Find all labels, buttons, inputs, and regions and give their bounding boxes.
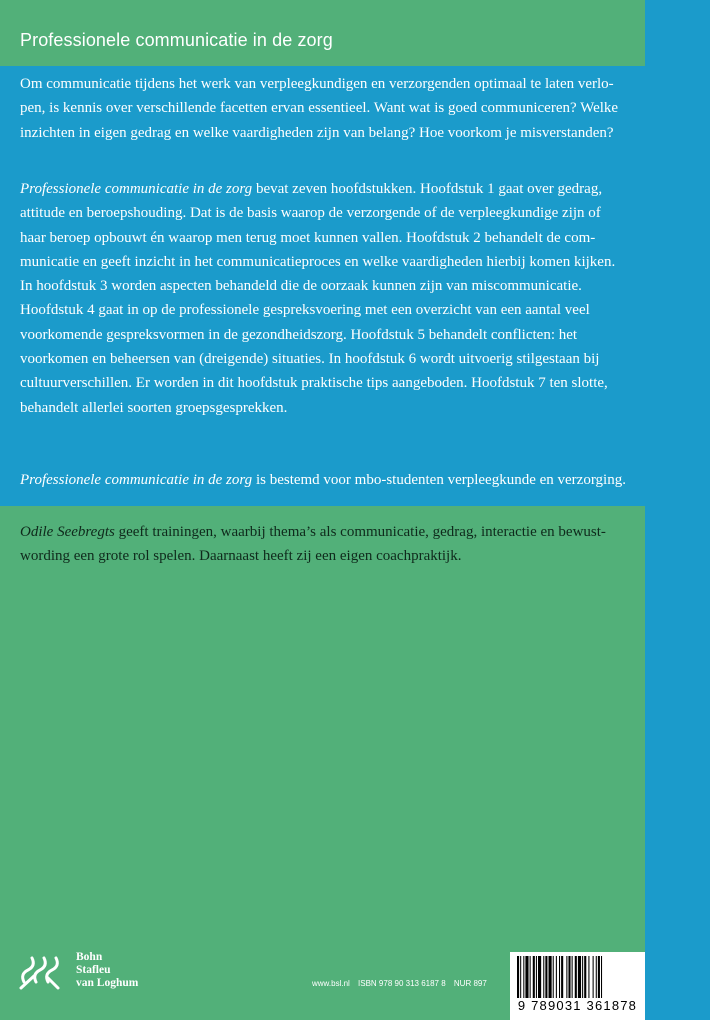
barcode-bar	[538, 956, 541, 998]
text-line	[20, 520, 622, 544]
barcode-bar	[601, 956, 602, 998]
publisher-line: Bohn	[76, 951, 103, 963]
spine-strip	[645, 0, 710, 1020]
text-line: attitude en beroepshouding. Dat is de basis waarop de verzorgende of de verpleegkundige zijn of	[20, 205, 601, 222]
publisher-line: van Loghum	[76, 977, 139, 989]
barcode-bar	[517, 956, 519, 998]
website: www.bsl.nl	[312, 979, 350, 988]
barcode-bar	[533, 956, 535, 998]
text-line: cultuurverschillen. Er worden in dit hoofdstuk praktische tips aangeboden. Hoofdstuk 7 ten slotte,	[20, 375, 608, 392]
barcode-box	[510, 952, 645, 1020]
barcode-bar	[596, 956, 597, 998]
barcode-bar	[566, 956, 567, 998]
barcode-bar	[549, 956, 552, 998]
barcode-bar	[578, 956, 581, 998]
barcode-bar	[556, 956, 557, 998]
barcode-bar	[553, 956, 554, 998]
audience-paragraph	[20, 468, 626, 492]
barcode-bar	[588, 956, 589, 998]
text-line: Hoofdstuk 4 gaat in op de professionele gespreksvoering met een overzicht van een aantal veel	[20, 302, 590, 319]
text-line: voorkomen en beheersen van (dreigende) situaties. In hoofdstuk 6 wordt uitvoerig stilgestaan bij	[20, 351, 600, 368]
text-line: inzichten in eigen gedrag en welke vaardigheden zijn van belang? Hoe voorkom je misverstanden?	[20, 124, 614, 141]
barcode-bar	[582, 956, 583, 998]
barcode-bar	[584, 956, 586, 998]
text-line: haar beroep opbouwt én waarop men terug moet kunnen vallen. Hoofdstuk 2 behandelt de com-	[20, 229, 596, 246]
barcode-bar	[530, 956, 531, 998]
barcode-bar	[520, 956, 521, 998]
text-line: pen, is kennis over verschillende facetten ervan essentieel. Want wat is goed communiceren? Welke	[20, 100, 619, 117]
barcode-bar	[545, 956, 547, 998]
text-line: voorkomende gespreksvormen in de gezondheidszorg. Hoofdstuk 5 behandelt conflicten: het	[20, 326, 578, 343]
imprint	[312, 979, 487, 988]
author-paragraph	[20, 520, 622, 569]
isbn: ISBN 978 90 313 6187 8	[358, 979, 446, 988]
publisher-name	[76, 951, 138, 990]
chapters-paragraph	[20, 177, 622, 420]
barcode-icon	[516, 956, 639, 1000]
barcode-bar	[543, 956, 544, 998]
cover-title: Professionele communicatie in de zorg	[20, 30, 333, 50]
barcode-bar	[572, 956, 573, 998]
publisher-line: Stafleu	[76, 964, 111, 976]
barcode-bar	[593, 956, 594, 998]
text-line: Om communicatie tijdens het werk van verpleegkundigen en verzorgenden optimaal te laten verlo-	[20, 76, 614, 92]
barcode-bar	[568, 956, 570, 998]
book-title-italic: Professionele communicatie in de zorg	[20, 181, 253, 197]
text-line: behandelt allerlei soorten groepsgesprekken.	[20, 399, 288, 416]
barcode-bar	[575, 956, 577, 998]
barcode-digits: 9 789031 361878	[517, 998, 638, 1013]
barcode-bar	[523, 956, 524, 998]
barcode-bar	[536, 956, 537, 998]
barcode-bar	[525, 956, 528, 998]
publisher-logo-icon	[18, 952, 72, 992]
text-span: geeft trainingen, waarbij thema’s als communicatie, gedrag, interactie en bewust-	[114, 524, 606, 540]
text-line: municatie en geeft inzicht in het communicatieproces en welke vaardigheden hierbij komen kijken.	[20, 253, 616, 270]
text-span: bevat zeven hoofdstukken. Hoofdstuk 1 gaat over gedrag,	[252, 181, 603, 197]
barcode-bar	[561, 956, 563, 998]
text-line	[20, 468, 626, 492]
text-line: In hoofdstuk 3 worden aspecten behandeld die de oorzaak kunnen zijn van miscommunicatie.	[20, 278, 582, 295]
intro-paragraph	[20, 72, 622, 145]
barcode-bar	[598, 956, 600, 998]
barcode-bar	[559, 956, 560, 998]
author-name: Odile Seebregts	[20, 524, 115, 540]
text-span: is bestemd voor mbo-studenten verpleegkunde en verzorging.	[252, 472, 626, 488]
nur-code: NUR 897	[453, 979, 487, 988]
book-title-italic: Professionele communicatie in de zorg	[20, 472, 253, 488]
text-line	[20, 177, 622, 201]
text-line: wording een grote rol spelen. Daarnaast heeft zij een eigen coachpraktijk.	[20, 548, 462, 565]
